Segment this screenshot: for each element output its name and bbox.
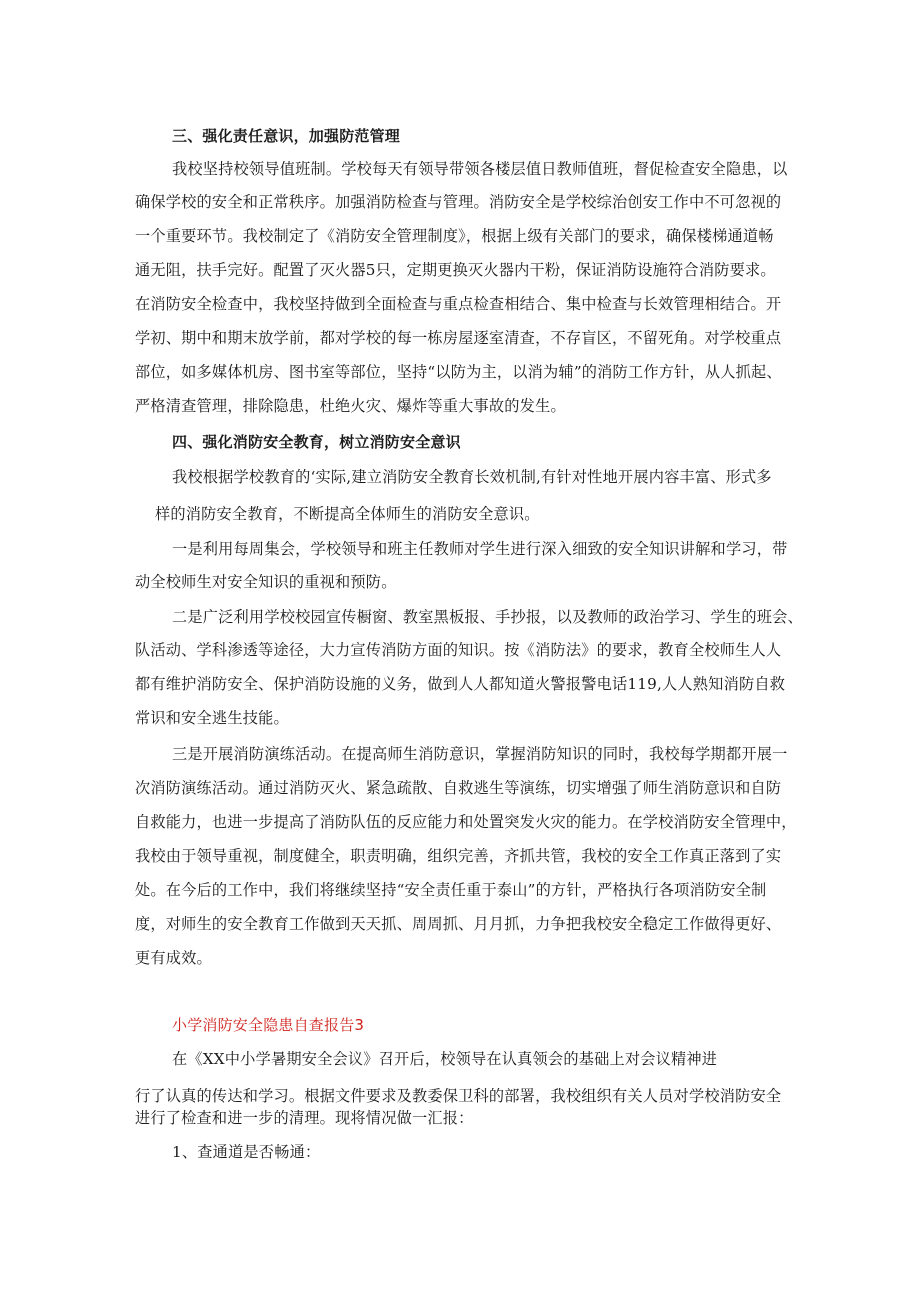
paragraph-line: 学初、期中和期末放学前，都对学校的每一栋房屋逐室清查，不存盲区，不留死角。对学校重点 [135, 329, 782, 347]
paragraph-line: 我校根据学校教育的‘实际,建立消防安全教育长效机制,有针对性地开展内容丰富、形式多 [172, 468, 772, 486]
paragraph-line: 严格清查管理，排除隐患，杜绝火灾、爆炸等重大事故的发生。 [135, 397, 566, 415]
paragraph-line: 一是利用每周集会，学校领导和班主任教师对学生进行深入细致的安全知识讲解和学习，带 [172, 540, 788, 558]
paragraph-line: 样的消防安全教育，不断提高全体师生的消防安全意识。 [155, 505, 540, 523]
paragraph-line: 动全校师生对安全知识的重视和预防。 [135, 573, 397, 591]
paragraph-line: 我校坚持校领导值班制。学校每天有领导带领各楼层值日教师值班，督促检查安全隐患，以 [172, 160, 788, 178]
report-title: 小学消防安全隐患自查报告3 [172, 1016, 365, 1034]
list-item: 1、查通道是否畅通： [172, 1143, 321, 1161]
section-heading-4: 四、强化消防安全教育，树立消防安全意识 [172, 433, 461, 451]
section-heading-3: 三、强化责任意识，加强防范管理 [172, 127, 401, 145]
paragraph-line: 行了认真的传达和学习。根据文件要求及教委保卫科的部署，我校组织有关人员对学校消防安全 [135, 1087, 782, 1105]
paragraph-line: 度，对师生的安全教育工作做到天天抓、周周抓、月月抓，力争把我校安全稳定工作做得更好、 [135, 915, 782, 933]
paragraph-line: 在《XX中小学暑期安全会议》召开后，校领导在认真领会的基础上对会议精神进 [172, 1050, 718, 1068]
paragraph-line: 三是开展消防演练活动。在提高师生消防意识，掌握消防知识的同时，我校每学期都开展一 [172, 745, 788, 763]
paragraph-line: 一个重要环节。我校制定了《消防安全管理制度》，根据上级有关部门的要求，确保楼梯通道畅 [135, 227, 774, 245]
paragraph-line: 进行了检查和进一步的清理。现将情况做一汇报： [135, 1109, 474, 1127]
paragraph-line: 常识和安全逃生技能。 [135, 709, 289, 727]
paragraph-line: 都有维护消防安全、保护消防设施的义务，做到人人都知道火警报警电话119,人人熟知消防自救 [135, 675, 786, 693]
paragraph-line: 确保学校的安全和正常秩序。加强消防检查与管理。消防安全是学校综治创安工作中不可忽视的 [135, 193, 782, 211]
paragraph-line: 更有成效。 [135, 949, 212, 967]
paragraph-line: 处。在今后的工作中，我们将继续坚持“安全责任重于泰山”的方针，严格执行各项消防安全制 [135, 881, 767, 899]
paragraph-line: 在消防安全检查中，我校坚持做到全面检查与重点检查相结合、集中检查与长效管理相结合。开 [135, 295, 782, 313]
paragraph-line: 队活动、学科渗透等途径，大力宣传消防方面的知识。按《消防法》的要求，教育全校师生人人 [135, 641, 782, 659]
paragraph-line: 自救能力，也进一步提高了消防队伍的反应能力和处置突发火灾的能力。在学校消防安全管理中， [135, 813, 797, 831]
paragraph-line: 部位，如多媒体机房、图书室等部位，坚持“以防为主，以消为辅”的消防工作方针，从人抓起、 [135, 363, 782, 381]
paragraph-line: 通无阻，扶手完好。配置了灭火器5只，定期更换灭火器内干粉，保证消防设施符合消防要求。 [135, 261, 776, 279]
paragraph-line: 次消防演练活动。通过消防灭火、紧急疏散、自救逃生等演练，切实增强了师生消防意识和自防 [135, 779, 782, 797]
paragraph-line: 我校由于领导重视，制度健全，职责明确，组织完善，齐抓共管，我校的安全工作真正落到了实 [135, 847, 782, 865]
paragraph-line: 二是广泛利用学校校园宣传橱窗、教室黑板报、手抄报，以及教师的政治学习、学生的班会、 [172, 608, 803, 626]
